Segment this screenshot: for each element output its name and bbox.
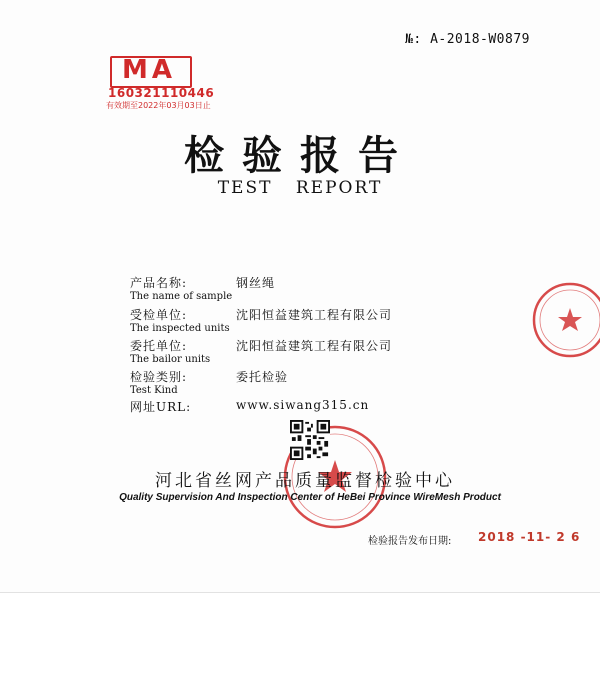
ma-logo-text: MA bbox=[122, 55, 176, 85]
field-sample-name bbox=[130, 274, 276, 302]
side-edge-seal bbox=[530, 280, 600, 360]
field-label-en: The name of sample bbox=[130, 291, 233, 302]
organization-name-chinese: 河北省丝网产品质量监督检验中心 bbox=[155, 471, 455, 491]
field-value: 钢丝绳 bbox=[236, 276, 276, 290]
issue-date-value: 2018 -11- 2 6 bbox=[478, 530, 581, 544]
field-inspected-unit bbox=[130, 306, 393, 334]
field-value: 委托检验 bbox=[236, 370, 289, 384]
field-value: www.siwang315.cn bbox=[236, 398, 370, 412]
field-value: 沈阳恒益建筑工程有限公司 bbox=[236, 339, 393, 353]
field-label-cn: 产品名称: bbox=[130, 276, 188, 290]
page-title-chinese: 检验报告 bbox=[184, 132, 416, 179]
ma-certification-stamp bbox=[104, 54, 215, 110]
field-label-en: The bailor units bbox=[130, 354, 211, 365]
page-title-english: TEST REPORT bbox=[217, 178, 383, 198]
ma-valid-until: 有效期至2022年03月03日止 bbox=[106, 101, 211, 110]
issue-date-label: 检验报告发布日期: bbox=[368, 536, 452, 547]
field-value: 沈阳恒益建筑工程有限公司 bbox=[236, 308, 393, 322]
report-number: №: A-2018-W0879 bbox=[405, 32, 530, 47]
field-label-en: Test Kind bbox=[130, 385, 178, 396]
field-label-en: The inspected units bbox=[130, 323, 230, 334]
field-label-cn: 委托单位: bbox=[130, 339, 188, 353]
field-test-kind bbox=[130, 368, 289, 396]
qr-code-icon bbox=[290, 420, 330, 460]
field-bailor-unit bbox=[130, 337, 393, 365]
field-label-cn: 检验类别: bbox=[130, 370, 188, 384]
ma-certificate-code: 160321110446 bbox=[108, 86, 215, 100]
field-url bbox=[130, 398, 370, 415]
field-label-cn: 网址URL: bbox=[130, 400, 192, 414]
field-label-cn: 受检单位: bbox=[130, 308, 188, 322]
organization-name-english: Quality Supervision And Inspection Center of HeBei Province WireMesh Product bbox=[119, 492, 501, 503]
